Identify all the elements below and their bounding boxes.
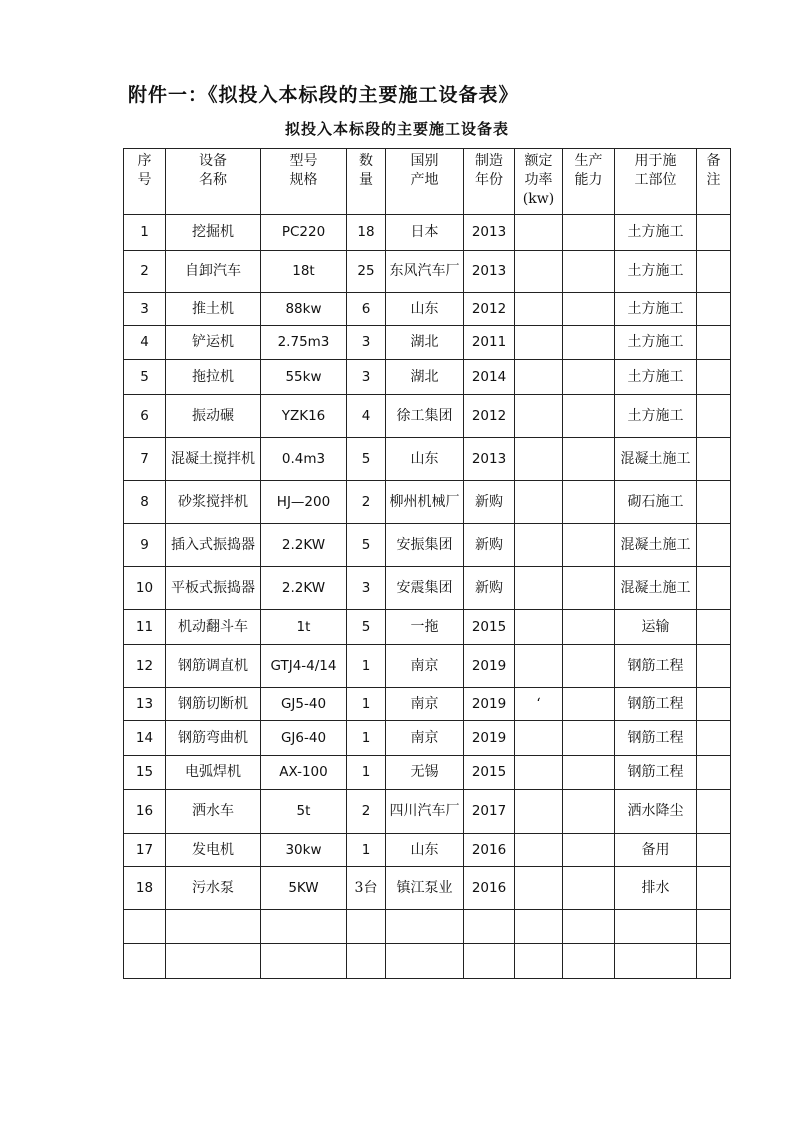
table-cell <box>697 645 731 688</box>
column-header-line: 工部位 <box>634 172 677 188</box>
table-cell: 钢筋工程 <box>615 645 697 688</box>
table-cell: 安震集团 <box>386 567 464 610</box>
table-cell: 17 <box>124 834 166 867</box>
table-cell: 2013 <box>464 438 515 481</box>
table-row <box>124 293 731 326</box>
table-cell: 洒水车 <box>166 790 261 834</box>
column-header-line: 序 <box>137 153 152 169</box>
table-cell: 平板式振捣器 <box>166 567 261 610</box>
table-cell: 11 <box>124 610 166 645</box>
table-cell: 16 <box>124 790 166 834</box>
table-cell: 砂浆搅拌机 <box>166 481 261 524</box>
table-cell: 3 <box>347 360 386 395</box>
table-cell <box>697 867 731 910</box>
table-cell: 排水 <box>615 867 697 910</box>
table-cell: 2014 <box>464 360 515 395</box>
table-cell: 电弧焊机 <box>166 756 261 790</box>
column-header-line: 功率 <box>524 172 553 188</box>
table-cell <box>261 910 347 944</box>
table-cell <box>515 867 563 910</box>
column-header-line: 额定 <box>524 153 553 169</box>
table-cell <box>563 395 615 438</box>
table-cell: 洒水降尘 <box>615 790 697 834</box>
table-cell <box>563 293 615 326</box>
table-cell <box>386 944 464 979</box>
column-header-line: 号 <box>137 172 152 188</box>
table-cell: 湖北 <box>386 326 464 360</box>
table-cell <box>464 910 515 944</box>
table-cell <box>563 867 615 910</box>
table-cell <box>563 360 615 395</box>
column-header <box>563 149 615 215</box>
table-cell <box>515 645 563 688</box>
column-header-line: 制造 <box>475 153 503 169</box>
table-cell <box>166 944 261 979</box>
table-cell <box>563 610 615 645</box>
table-cell: 30kw <box>261 834 347 867</box>
table-cell: 发电机 <box>166 834 261 867</box>
table-row <box>124 215 731 251</box>
table-cell: 钢筋工程 <box>615 688 697 721</box>
table-cell <box>697 790 731 834</box>
table-cell: ‘ <box>515 688 563 721</box>
table-cell: 钢筋工程 <box>615 721 697 756</box>
table-cell <box>124 944 166 979</box>
table-cell <box>697 395 731 438</box>
table-cell <box>697 944 731 979</box>
table-cell <box>515 251 563 293</box>
column-header <box>166 149 261 215</box>
table-cell: 6 <box>347 293 386 326</box>
table-cell <box>464 944 515 979</box>
table-cell: 插入式振捣器 <box>166 524 261 567</box>
column-header <box>347 149 386 215</box>
table-cell <box>563 834 615 867</box>
table-cell: 25 <box>347 251 386 293</box>
column-header <box>697 149 731 215</box>
table-cell: 一拖 <box>386 610 464 645</box>
table-row <box>124 834 731 867</box>
table-cell <box>515 910 563 944</box>
column-header-line: 型号 <box>289 153 318 169</box>
table-cell: 2019 <box>464 721 515 756</box>
table-cell: 日本 <box>386 215 464 251</box>
table-cell: 1 <box>124 215 166 251</box>
table-cell <box>697 910 731 944</box>
table-row <box>124 721 731 756</box>
table-cell <box>515 524 563 567</box>
table-cell: 18t <box>261 251 347 293</box>
table-cell <box>563 438 615 481</box>
table-cell <box>515 215 563 251</box>
attachment-heading: 附件一：《拟投入本标段的主要施工设备表》 <box>128 84 519 106</box>
column-header-line: 设备 <box>199 153 227 169</box>
table-cell: 混凝土搅拌机 <box>166 438 261 481</box>
table-cell: 振动碾 <box>166 395 261 438</box>
table-cell: 新购 <box>464 481 515 524</box>
table-cell: 推土机 <box>166 293 261 326</box>
table-cell: 柳州机械厂 <box>386 481 464 524</box>
table-cell <box>563 251 615 293</box>
table-cell <box>563 910 615 944</box>
table-row <box>124 360 731 395</box>
table-cell: 1 <box>347 688 386 721</box>
table-cell: 14 <box>124 721 166 756</box>
table-cell: 2 <box>347 790 386 834</box>
table-cell: HJ—200 <box>261 481 347 524</box>
table-cell: 南京 <box>386 721 464 756</box>
table-cell <box>563 326 615 360</box>
table-cell <box>697 610 731 645</box>
table-cell <box>347 944 386 979</box>
column-header <box>386 149 464 215</box>
table-cell <box>515 326 563 360</box>
table-cell: 3 <box>124 293 166 326</box>
table-row <box>124 867 731 910</box>
table-cell: 5 <box>347 610 386 645</box>
table-cell: 2016 <box>464 834 515 867</box>
table-cell: 2.2KW <box>261 524 347 567</box>
table-row <box>124 326 731 360</box>
table-cell <box>515 610 563 645</box>
table-cell: 2012 <box>464 395 515 438</box>
table-cell: 运输 <box>615 610 697 645</box>
table-cell: 土方施工 <box>615 360 697 395</box>
table-cell: 3 <box>347 326 386 360</box>
table-cell: 1t <box>261 610 347 645</box>
table-cell: 5 <box>347 438 386 481</box>
table-cell <box>615 910 697 944</box>
table-cell: 徐工集团 <box>386 395 464 438</box>
table-cell: 钢筋工程 <box>615 756 697 790</box>
table-cell: 55kw <box>261 360 347 395</box>
table-row <box>124 481 731 524</box>
table-cell <box>386 910 464 944</box>
table-cell <box>697 721 731 756</box>
table-cell: 15 <box>124 756 166 790</box>
equipment-table <box>123 148 731 979</box>
table-cell: 1 <box>347 721 386 756</box>
table-cell: 2019 <box>464 645 515 688</box>
table-cell <box>515 360 563 395</box>
table-cell: 5t <box>261 790 347 834</box>
table-cell: 4 <box>124 326 166 360</box>
table-cell <box>615 944 697 979</box>
table-cell: 山东 <box>386 834 464 867</box>
table-cell: 13 <box>124 688 166 721</box>
table-cell: 2 <box>124 251 166 293</box>
column-header <box>464 149 515 215</box>
table-cell: 土方施工 <box>615 293 697 326</box>
table-cell: AX-100 <box>261 756 347 790</box>
column-header-line: 生产 <box>574 153 603 169</box>
table-cell <box>563 790 615 834</box>
table-row <box>124 645 731 688</box>
table-cell: 88kw <box>261 293 347 326</box>
column-header-line: 规格 <box>289 172 318 188</box>
column-header-line: (kw) <box>522 191 555 207</box>
table-cell: 2 <box>347 481 386 524</box>
table-header-row <box>124 149 731 215</box>
table-row <box>124 251 731 293</box>
table-cell: 2016 <box>464 867 515 910</box>
table-cell: 1 <box>347 645 386 688</box>
table-cell <box>697 756 731 790</box>
table-row <box>124 610 731 645</box>
table-cell: 钢筋弯曲机 <box>166 721 261 756</box>
table-cell: 铲运机 <box>166 326 261 360</box>
table-cell <box>697 567 731 610</box>
column-header-line: 国别 <box>410 153 439 169</box>
table-cell: 12 <box>124 645 166 688</box>
column-header-line: 能力 <box>574 172 603 188</box>
table-row <box>124 524 731 567</box>
table-row <box>124 756 731 790</box>
table-cell <box>515 944 563 979</box>
table-cell: 2013 <box>464 251 515 293</box>
table-cell: 2015 <box>464 756 515 790</box>
table-cell: 7 <box>124 438 166 481</box>
table-cell <box>563 567 615 610</box>
table-cell: 3 <box>347 567 386 610</box>
column-header-line: 产地 <box>410 172 439 188</box>
table-cell: 钢筋切断机 <box>166 688 261 721</box>
table-cell: 1 <box>347 834 386 867</box>
table-cell <box>697 293 731 326</box>
table-cell: 南京 <box>386 645 464 688</box>
column-header-line: 注 <box>706 172 721 188</box>
table-cell <box>347 910 386 944</box>
table-cell <box>563 215 615 251</box>
table-cell: GJ5-40 <box>261 688 347 721</box>
table-cell: 2013 <box>464 215 515 251</box>
column-header <box>615 149 697 215</box>
table-cell: 钢筋调直机 <box>166 645 261 688</box>
table-cell: YZK16 <box>261 395 347 438</box>
table-cell <box>563 481 615 524</box>
table-cell <box>697 326 731 360</box>
table-body <box>124 215 731 979</box>
table-cell: 镇江泵业 <box>386 867 464 910</box>
column-header-line: 备 <box>706 153 721 169</box>
table-cell <box>515 438 563 481</box>
table-row <box>124 790 731 834</box>
table-row <box>124 438 731 481</box>
table-cell <box>563 524 615 567</box>
column-header-line: 量 <box>359 172 373 188</box>
table-cell: 5KW <box>261 867 347 910</box>
table-cell <box>515 721 563 756</box>
table-cell: 混凝土施工 <box>615 567 697 610</box>
table-cell: 南京 <box>386 688 464 721</box>
column-header-line: 用于施 <box>634 153 677 169</box>
table-cell: 8 <box>124 481 166 524</box>
table-cell: 18 <box>347 215 386 251</box>
table-cell: 安振集团 <box>386 524 464 567</box>
table-cell: GJ6-40 <box>261 721 347 756</box>
table-cell: 5 <box>347 524 386 567</box>
table-cell: 山东 <box>386 438 464 481</box>
table-cell <box>515 293 563 326</box>
table-cell <box>515 481 563 524</box>
table-cell: 1 <box>347 756 386 790</box>
column-header <box>261 149 347 215</box>
table-cell: 2019 <box>464 688 515 721</box>
table-cell: 无锡 <box>386 756 464 790</box>
table-cell: 污水泵 <box>166 867 261 910</box>
table-cell: 2015 <box>464 610 515 645</box>
table-cell: 2011 <box>464 326 515 360</box>
table-row <box>124 910 731 944</box>
table-cell: 土方施工 <box>615 251 697 293</box>
table-cell <box>563 721 615 756</box>
table-cell: 备用 <box>615 834 697 867</box>
table-cell: 挖掘机 <box>166 215 261 251</box>
table-cell <box>563 645 615 688</box>
table-cell <box>124 910 166 944</box>
table-cell: 混凝土施工 <box>615 524 697 567</box>
table-cell: 新购 <box>464 567 515 610</box>
table-cell: 2017 <box>464 790 515 834</box>
table-cell <box>515 834 563 867</box>
table-cell: 土方施工 <box>615 215 697 251</box>
table-cell: 9 <box>124 524 166 567</box>
table-cell: 土方施工 <box>615 395 697 438</box>
table-cell <box>515 567 563 610</box>
table-cell <box>166 910 261 944</box>
table-cell <box>515 395 563 438</box>
table-cell: 土方施工 <box>615 326 697 360</box>
table-cell: 2.75m3 <box>261 326 347 360</box>
table-cell: 机动翻斗车 <box>166 610 261 645</box>
table-cell: 自卸汽车 <box>166 251 261 293</box>
table-cell: 6 <box>124 395 166 438</box>
table-cell <box>563 688 615 721</box>
table-cell <box>697 524 731 567</box>
table-row <box>124 567 731 610</box>
table-cell: 5 <box>124 360 166 395</box>
table-cell: 2.2KW <box>261 567 347 610</box>
table-cell: 湖北 <box>386 360 464 395</box>
table-cell <box>697 438 731 481</box>
table-cell: 山东 <box>386 293 464 326</box>
column-header-line: 名称 <box>199 172 227 188</box>
table-cell: 混凝土施工 <box>615 438 697 481</box>
table-cell: GTJ4-4/14 <box>261 645 347 688</box>
table-cell <box>697 688 731 721</box>
table-cell <box>697 360 731 395</box>
table-cell: 新购 <box>464 524 515 567</box>
table-cell: 四川汽车厂 <box>386 790 464 834</box>
table-cell <box>563 756 615 790</box>
table-row <box>124 395 731 438</box>
table-cell: 拖拉机 <box>166 360 261 395</box>
table-cell <box>261 944 347 979</box>
table-title: 拟投入本标段的主要施工设备表 <box>284 120 509 138</box>
table-cell: 4 <box>347 395 386 438</box>
table-cell: 3台 <box>347 867 386 910</box>
column-header <box>515 149 563 215</box>
table-cell: 2012 <box>464 293 515 326</box>
table-cell: 砌石施工 <box>615 481 697 524</box>
table-cell <box>563 944 615 979</box>
table-row <box>124 944 731 979</box>
table-cell: PC220 <box>261 215 347 251</box>
table-cell <box>515 790 563 834</box>
table-cell: 10 <box>124 567 166 610</box>
table-cell: 0.4m3 <box>261 438 347 481</box>
table-cell <box>697 251 731 293</box>
table-cell <box>697 834 731 867</box>
column-header-line: 年份 <box>475 172 503 188</box>
table-cell: 18 <box>124 867 166 910</box>
table-cell <box>697 215 731 251</box>
table-row <box>124 688 731 721</box>
column-header <box>124 149 166 215</box>
table-cell <box>515 756 563 790</box>
table-cell <box>697 481 731 524</box>
table-cell: 东风汽车厂 <box>386 251 464 293</box>
column-header-line: 数 <box>359 153 373 169</box>
